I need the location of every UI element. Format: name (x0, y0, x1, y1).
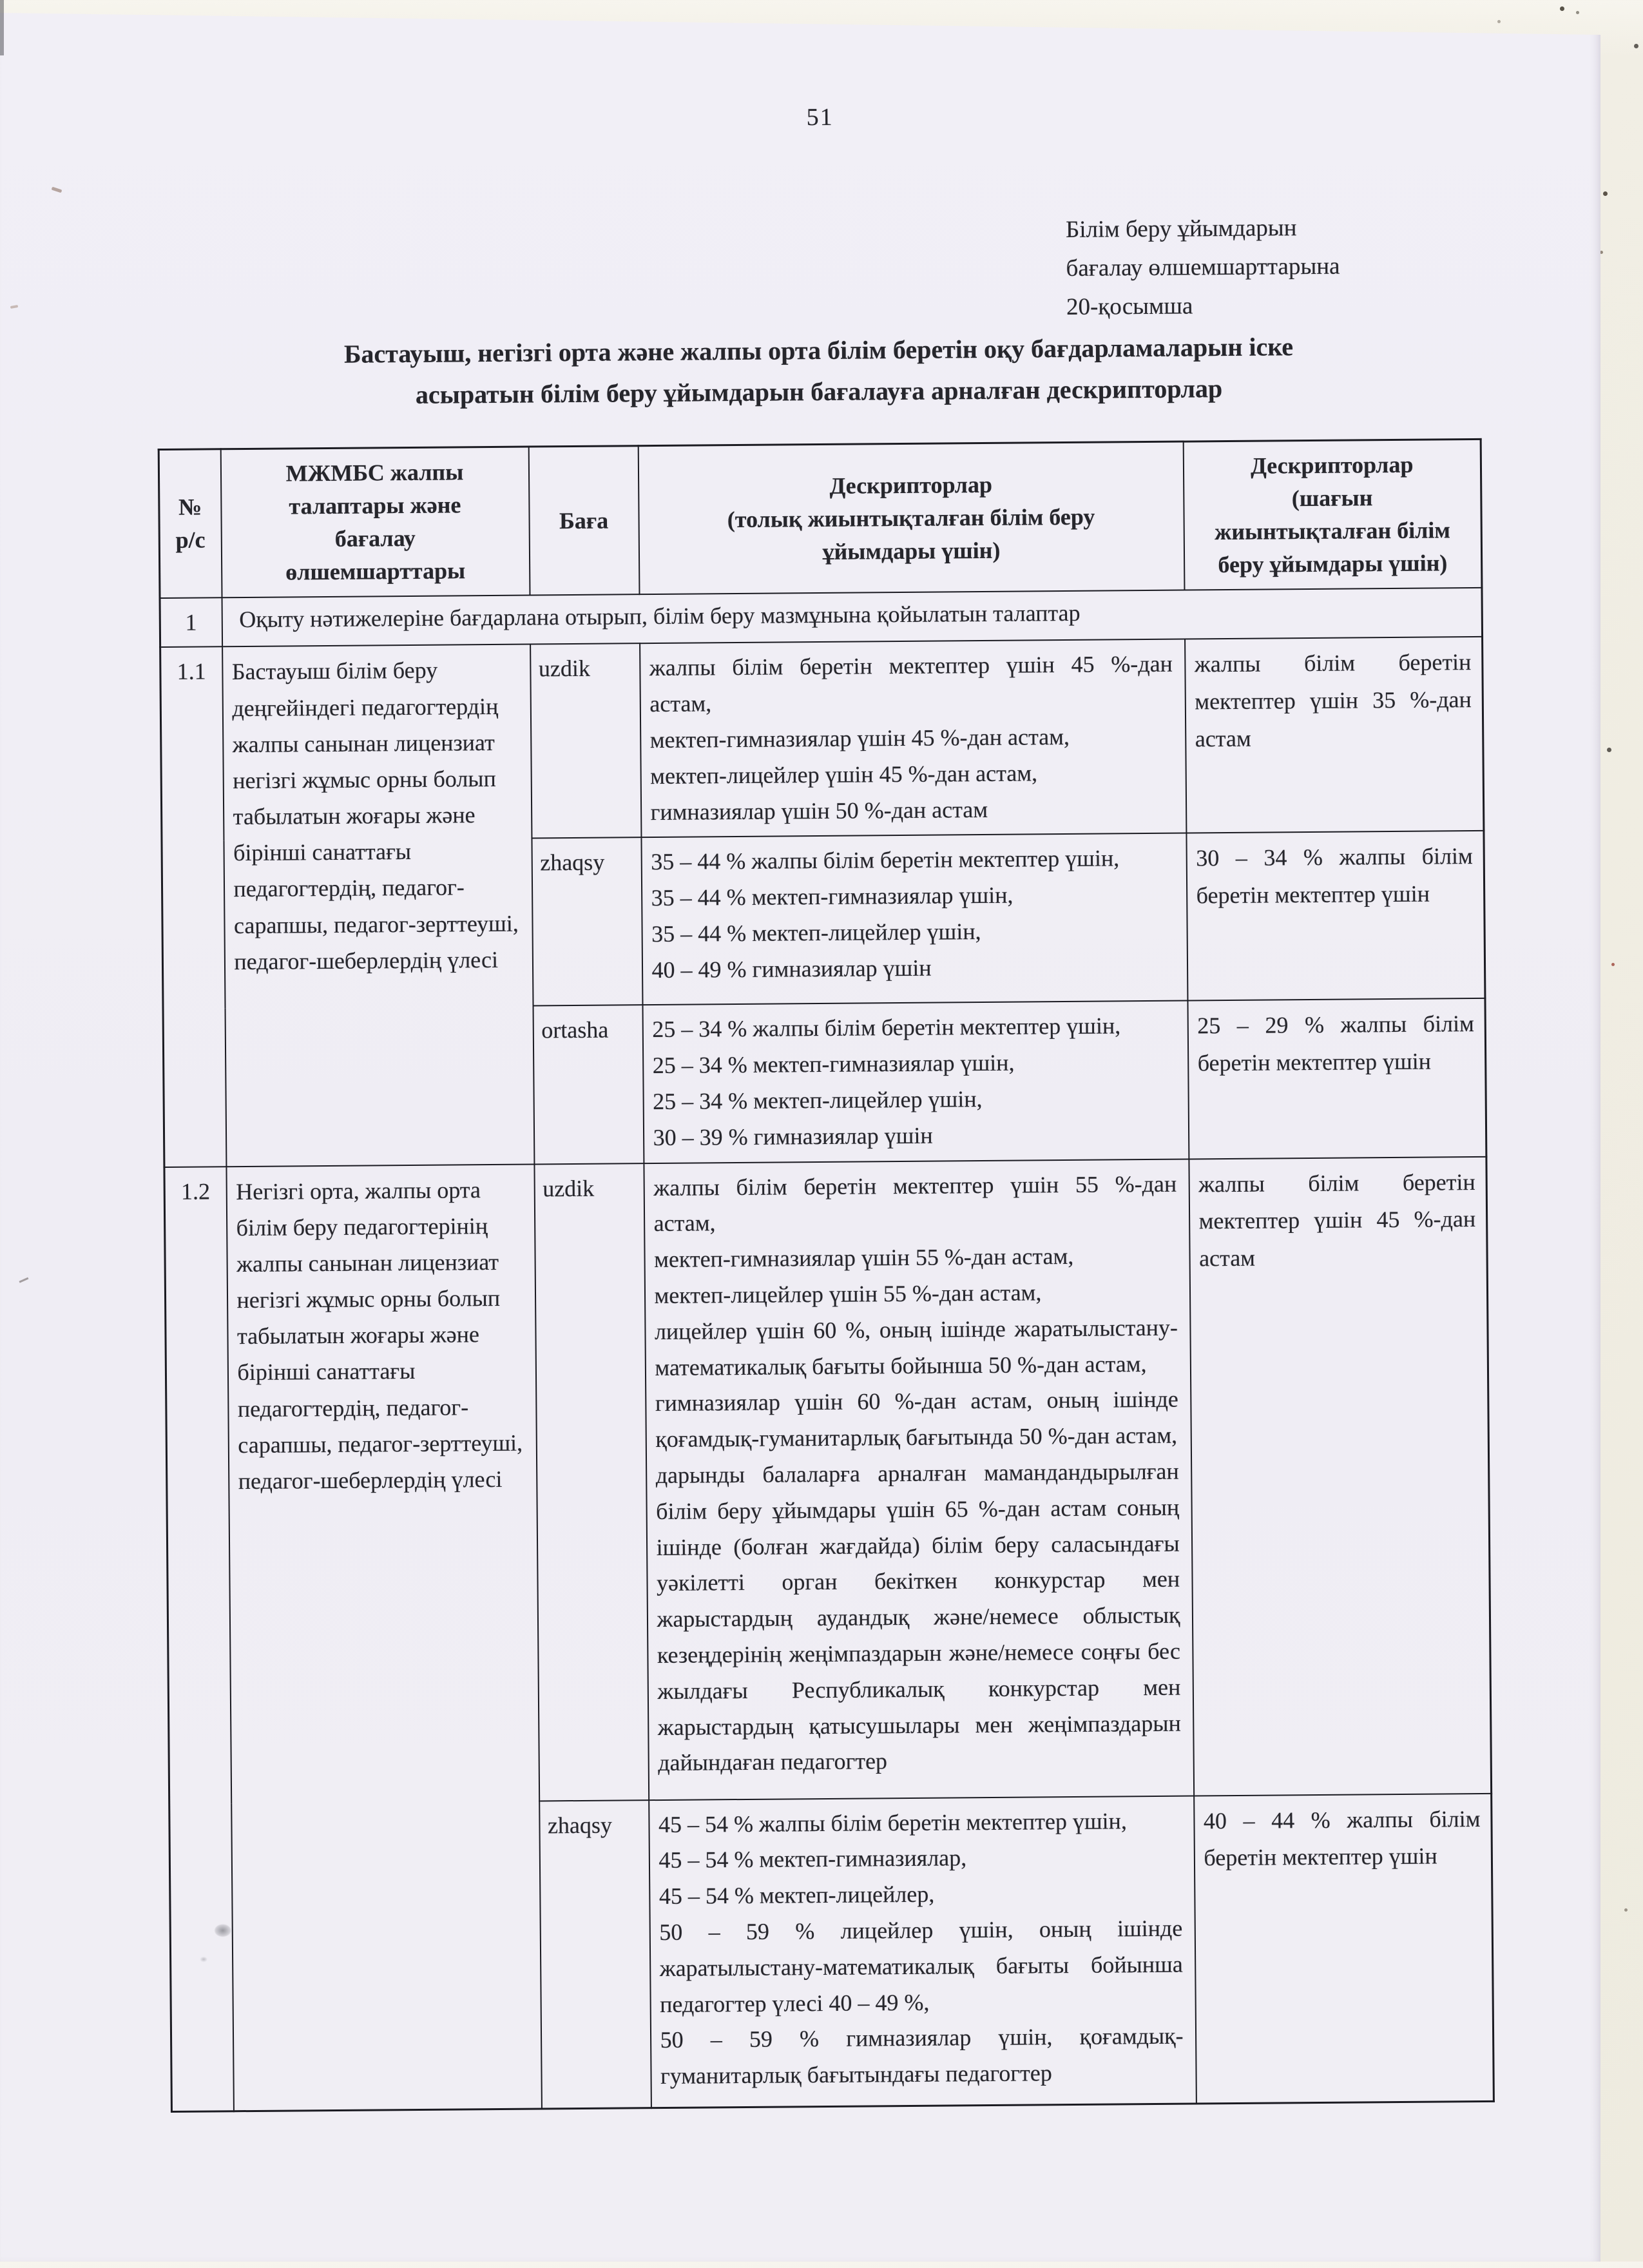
table-row-1-1-uzdik (160, 637, 1484, 841)
row-1-2-uzdik-descriptor-full: жалпы білім беретін мектептер үшін 55 %-дан астам, мектеп-гимназиялар үшін 55 %-дан астам, мектеп-лицейлер үшін 55 %-дан астам, лицейлер үшін 60 %, оның ішінде жаратылыстану-математикалық бағыты бойынша 50 %-дан астам, гимназиялар үшін 60 %-дан астам, оның ішінде қоғамдық-гуманитарлық бағытында 50 %-дан астам, дарынды балаларға арналған мамандандырылған білім беру ұйымдары үшін 65 %-дан астам соның ішінде (болған жағдайда) білім беру саласындағы уәкілетті орган бекіткен конкурстар мен жарыстардың аудандық және/немесе облыстық кезеңдерінің жеңімпаздарын және/немесе соңғы бес жылдағы Республикалық конкурстар мен жарыстардың қатысушылары мен жеңімпаздарын дайындаған педагогтер (644, 1159, 1194, 1800)
row-1-1-uzdik-descriptor-small: жалпы білім беретін мектептер үшін 35 %-дан астам (1185, 637, 1484, 833)
header-num: № р/с (159, 449, 222, 599)
descriptors-table (158, 438, 1495, 2113)
row-1-1-grade-zhaqsy: zhaqsy (532, 838, 642, 1006)
ink-smudge (215, 1924, 231, 1937)
row-1-1-ortasha-descriptor-full: 25 – 34 % жалпы білім беретін мектептер үшін, 25 – 34 % мектеп-гимназиялар үшін, 25 – 34 % мектеп-лицейлер үшін, 30 – 39 % гимназиялар үшін (642, 1001, 1189, 1163)
appendix-note: Білім беру ұйымдарын бағалау өлшемшарттарына 20-қосымша (1065, 215, 1340, 320)
scan-edge-artifact (0, 0, 4, 55)
row-1-1-grade-ortasha: ortasha (533, 1005, 644, 1165)
document-title: Бастауыш, негізгі орта және жалпы орта білім беретін оқу бағдарламаларын іске асыратын білім беру ұйымдарын бағалауға арналған дескрипторлар (343, 332, 1294, 409)
table-header-row (159, 439, 1482, 598)
section-number: 1 (160, 598, 222, 648)
ink-smudge-small (200, 1957, 207, 1963)
row-1-2-criterion: Негізгі орта, жалпы орта білім беру педагогтерінің жалпы санынан лицензиат негізгі жұмыс орны болып табылатын жоғары және бірінші санаттағы педагогтердің, педагог-сарапшы, педагог-зерттеуші, педагог-шеберлердің үлесі (226, 1164, 541, 2111)
row-1-1-ortasha-descriptor-small: 25 – 29 % жалпы білім беретін мектептер үшін (1187, 998, 1486, 1159)
header-descriptors-small: Дескрипторлар (шағын жиынтықталған білім беру ұйымдары үшін) (1183, 439, 1482, 590)
row-1-1-zhaqsy-descriptor-full: 35 – 44 % жалпы білім беретін мектептер үшін, 35 – 44 % мектеп-гимназиялар үшін, 35 – 44 % мектеп-лицейлер үшін, 40 – 49 % гимназиялар үшін (641, 833, 1187, 1005)
row-1-1-criterion: Бастауыш білім беру деңгейіндегі педагогтердің жалпы санынан лицензиат негізгі жұмыс орны болып табылатын жоғары және бірінші санаттағы педагогтердің, педагог-сарапшы, педагог-зерттеуші, педагог-шеберлердің үлесі (222, 645, 534, 1167)
row-1-1-grade-uzdik: uzdik (530, 644, 641, 838)
row-1-2-grade-uzdik: uzdik (534, 1163, 649, 1801)
header-criteria: МЖМБС жалпы талаптары және бағалау өлшемшарттары (220, 447, 530, 598)
row-1-2-grade-zhaqsy: zhaqsy (539, 1800, 651, 2109)
row-1-2-zhaqsy-descriptor-small: 40 – 44 % жалпы білім беретін мектептер үшін (1194, 1793, 1494, 2104)
row-1-2-number: 1.2 (164, 1167, 234, 2112)
section-title: Оқыту нәтижелеріне бағдарлана отырып, білім беру мазмұнына қойылатын талаптар (222, 588, 1483, 646)
page-number: 51 (806, 103, 834, 131)
table-row-1-2-uzdik (164, 1157, 1492, 1804)
row-1-2-zhaqsy-descriptor-full: 45 – 54 % жалпы білім беретін мектептер үшін, 45 – 54 % мектеп-гимназиялар, 45 – 54 % мектеп-лицейлер, 50 – 59 % лицейлер үшін, оның ішінде жаратылыстану-математикалық бағыты бойынша педагогтер үлесі 40 – 49 %, 50 – 59 % гимназиялар үшін, қоғамдық-гуманитарлық бағытындағы педагогтер (649, 1796, 1196, 2108)
row-1-1-number: 1.1 (160, 647, 226, 1167)
row-1-1-zhaqsy-descriptor-small: 30 – 34 % жалпы білім беретін мектептер үшін (1186, 831, 1485, 1001)
header-descriptors-full: Дескрипторлар (толық жиынтықталған білім беру ұйымдары үшін) (638, 441, 1184, 595)
row-1-2-uzdik-descriptor-small: жалпы білім беретін мектептер үшін 45 %-дан астам (1189, 1157, 1492, 1796)
row-1-1-uzdik-descriptor-full: жалпы білім беретін мектептер үшін 45 %-дан астам, мектеп-гимназиялар үшін 45 %-дан астам, мектеп-лицейлер үшін 45 %-дан астам, гимназиялар үшін 50 %-дан астам (640, 639, 1186, 838)
header-grade: Баға (528, 446, 639, 596)
